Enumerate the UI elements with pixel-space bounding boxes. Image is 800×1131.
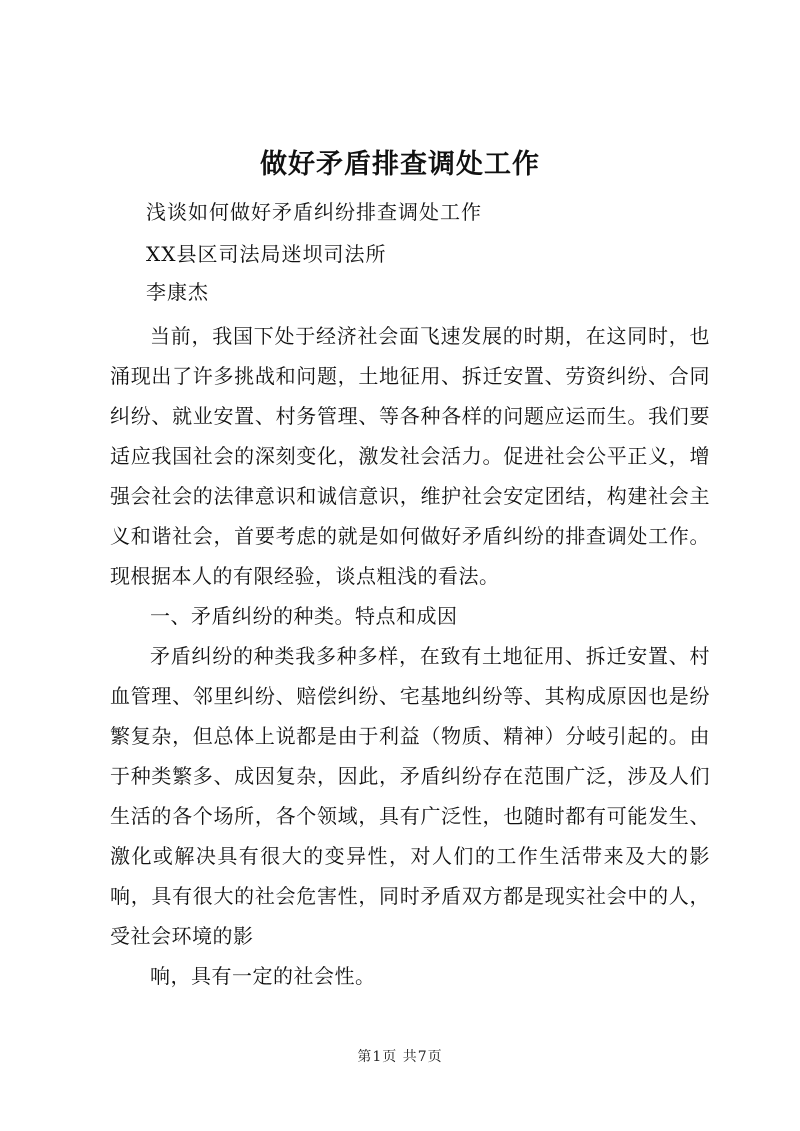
document-author: 李康杰 — [146, 280, 209, 304]
document-subtitle: 浅谈如何做好矛盾纠纷排查调处工作 — [146, 200, 482, 224]
page-footer: 第1页 共7页 — [357, 1049, 443, 1065]
document-body — [110, 316, 710, 996]
document-organization: XX县区司法局迷坝司法所 — [146, 242, 387, 266]
section-heading: 一、矛盾纠纷的种类。特点和成因 — [150, 604, 458, 628]
document-title: 做好矛盾排查调处工作 — [260, 149, 540, 180]
paragraph: 当前，我国下处于经济社会面飞速发展的时期，在这同时，也涌现出了许多挑战和问题，土地征用、拆迁安置、劳资纠纷、合同纠纷、就业安置、村务管理、等各种各样的问题应运而生。我们要适应我国社会的深刻变化，激发社会活力。促进社会公平正义，增强会社会的法律意识和诚信意识，维护社会安定团结，构建社会主义和谐社会，首要考虑的就是如何做好矛盾纠纷的排查调处工作。现根据本人的有限经验，谈点粗浅的看法。 — [110, 324, 710, 588]
paragraph: 矛盾纠纷的种类我多种多样，在致有土地征用、拆迁安置、村血管理、邻里纠纷、赔偿纠纷、宅基地纠纷等、其构成原因也是纷繁复杂，但总体上说都是由于利益（物质、精神）分岐引起的。由于种类繁多、成因复杂，因此，矛盾纠纷存在范围广泛，涉及人们生活的各个场所，各个领域，具有广泛性，也随时都有可能发生、激化或解决具有很大的变异性，对人们的工作生活带来及大的影响，具有很大的社会危害性，同时矛盾双方都是现实社会中的人，受社会环境的影 — [110, 644, 710, 948]
paragraph: 响，具有一定的社会性。 — [150, 964, 376, 988]
